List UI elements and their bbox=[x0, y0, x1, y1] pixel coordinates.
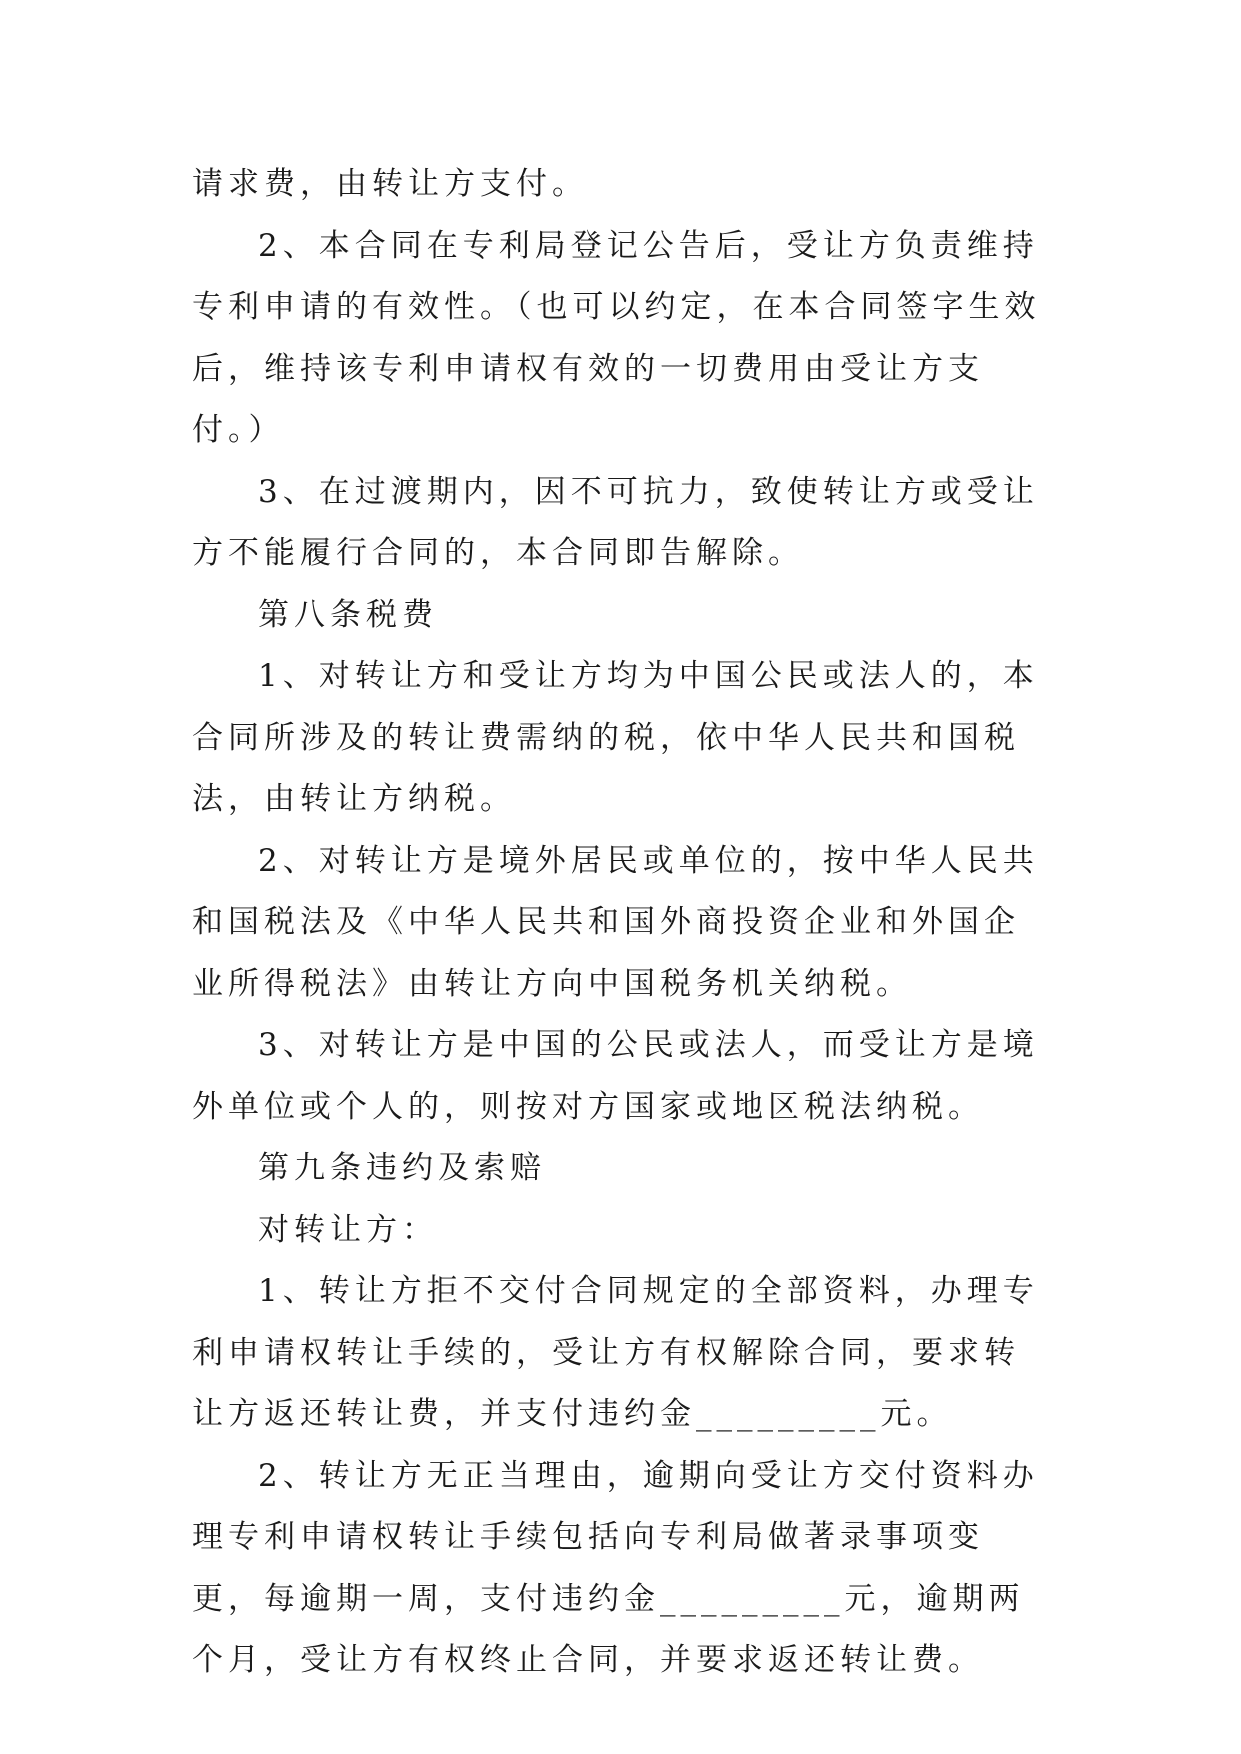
paragraph-clause-3-force-majeure: 3、在过渡期内，因不可抗力，致使转让方或受让方不能履行合同的，本合同即告解除。 bbox=[192, 473, 1039, 571]
paragraph-tax-clause-2: 2、对转让方是境外居民或单位的，按中华人民共和国税法及《中华人民共和国外商投资企业和外国企业所得税法》由转让方向中国税务机关纳税。 bbox=[192, 842, 1039, 1002]
subheading-transferor: 对转让方： bbox=[258, 1211, 438, 1248]
paragraph-fee-payment: 请求费，由转让方支付。 bbox=[192, 166, 588, 202]
document-body bbox=[192, 154, 1052, 1692]
paragraph-clause-2-maintenance: 2、本合同在专利局登记公告后，受让方负责维持专利申请的有效性。（也可以约定，在本合同签字生效后，维持该专利申请权有效的一切费用由受让方支付。） bbox=[192, 227, 1041, 448]
paragraph-breach-clause-2: 2、转让方无正当理由，逾期向受让方交付资料办理专利申请权转让手续包括向专利局做著录事项变更，每逾期一周，支付违约金_________元，逾期两个月，受让方有权终止合同，并要求返还转让费。 bbox=[192, 1457, 1039, 1678]
paragraph-tax-clause-3: 3、对转让方是中国的公民或法人，而受让方是境外单位或个人的，则按对方国家或地区税法纳税。 bbox=[192, 1027, 1039, 1125]
paragraph-breach-clause-1: 1、转让方拒不交付合同规定的全部资料，办理专利申请权转让手续的，受让方有权解除合同，要求转让方返还转让费，并支付违约金_________元。 bbox=[192, 1273, 1039, 1432]
section-heading-article-8: 第八条税费 bbox=[258, 596, 438, 633]
section-heading-article-9: 第九条违约及索赔 bbox=[258, 1150, 546, 1186]
paragraph-tax-clause-1: 1、对转让方和受让方均为中国公民或法人的，本合同所涉及的转让费需纳的税，依中华人民共和国税法，由转让方纳税。 bbox=[192, 658, 1039, 817]
